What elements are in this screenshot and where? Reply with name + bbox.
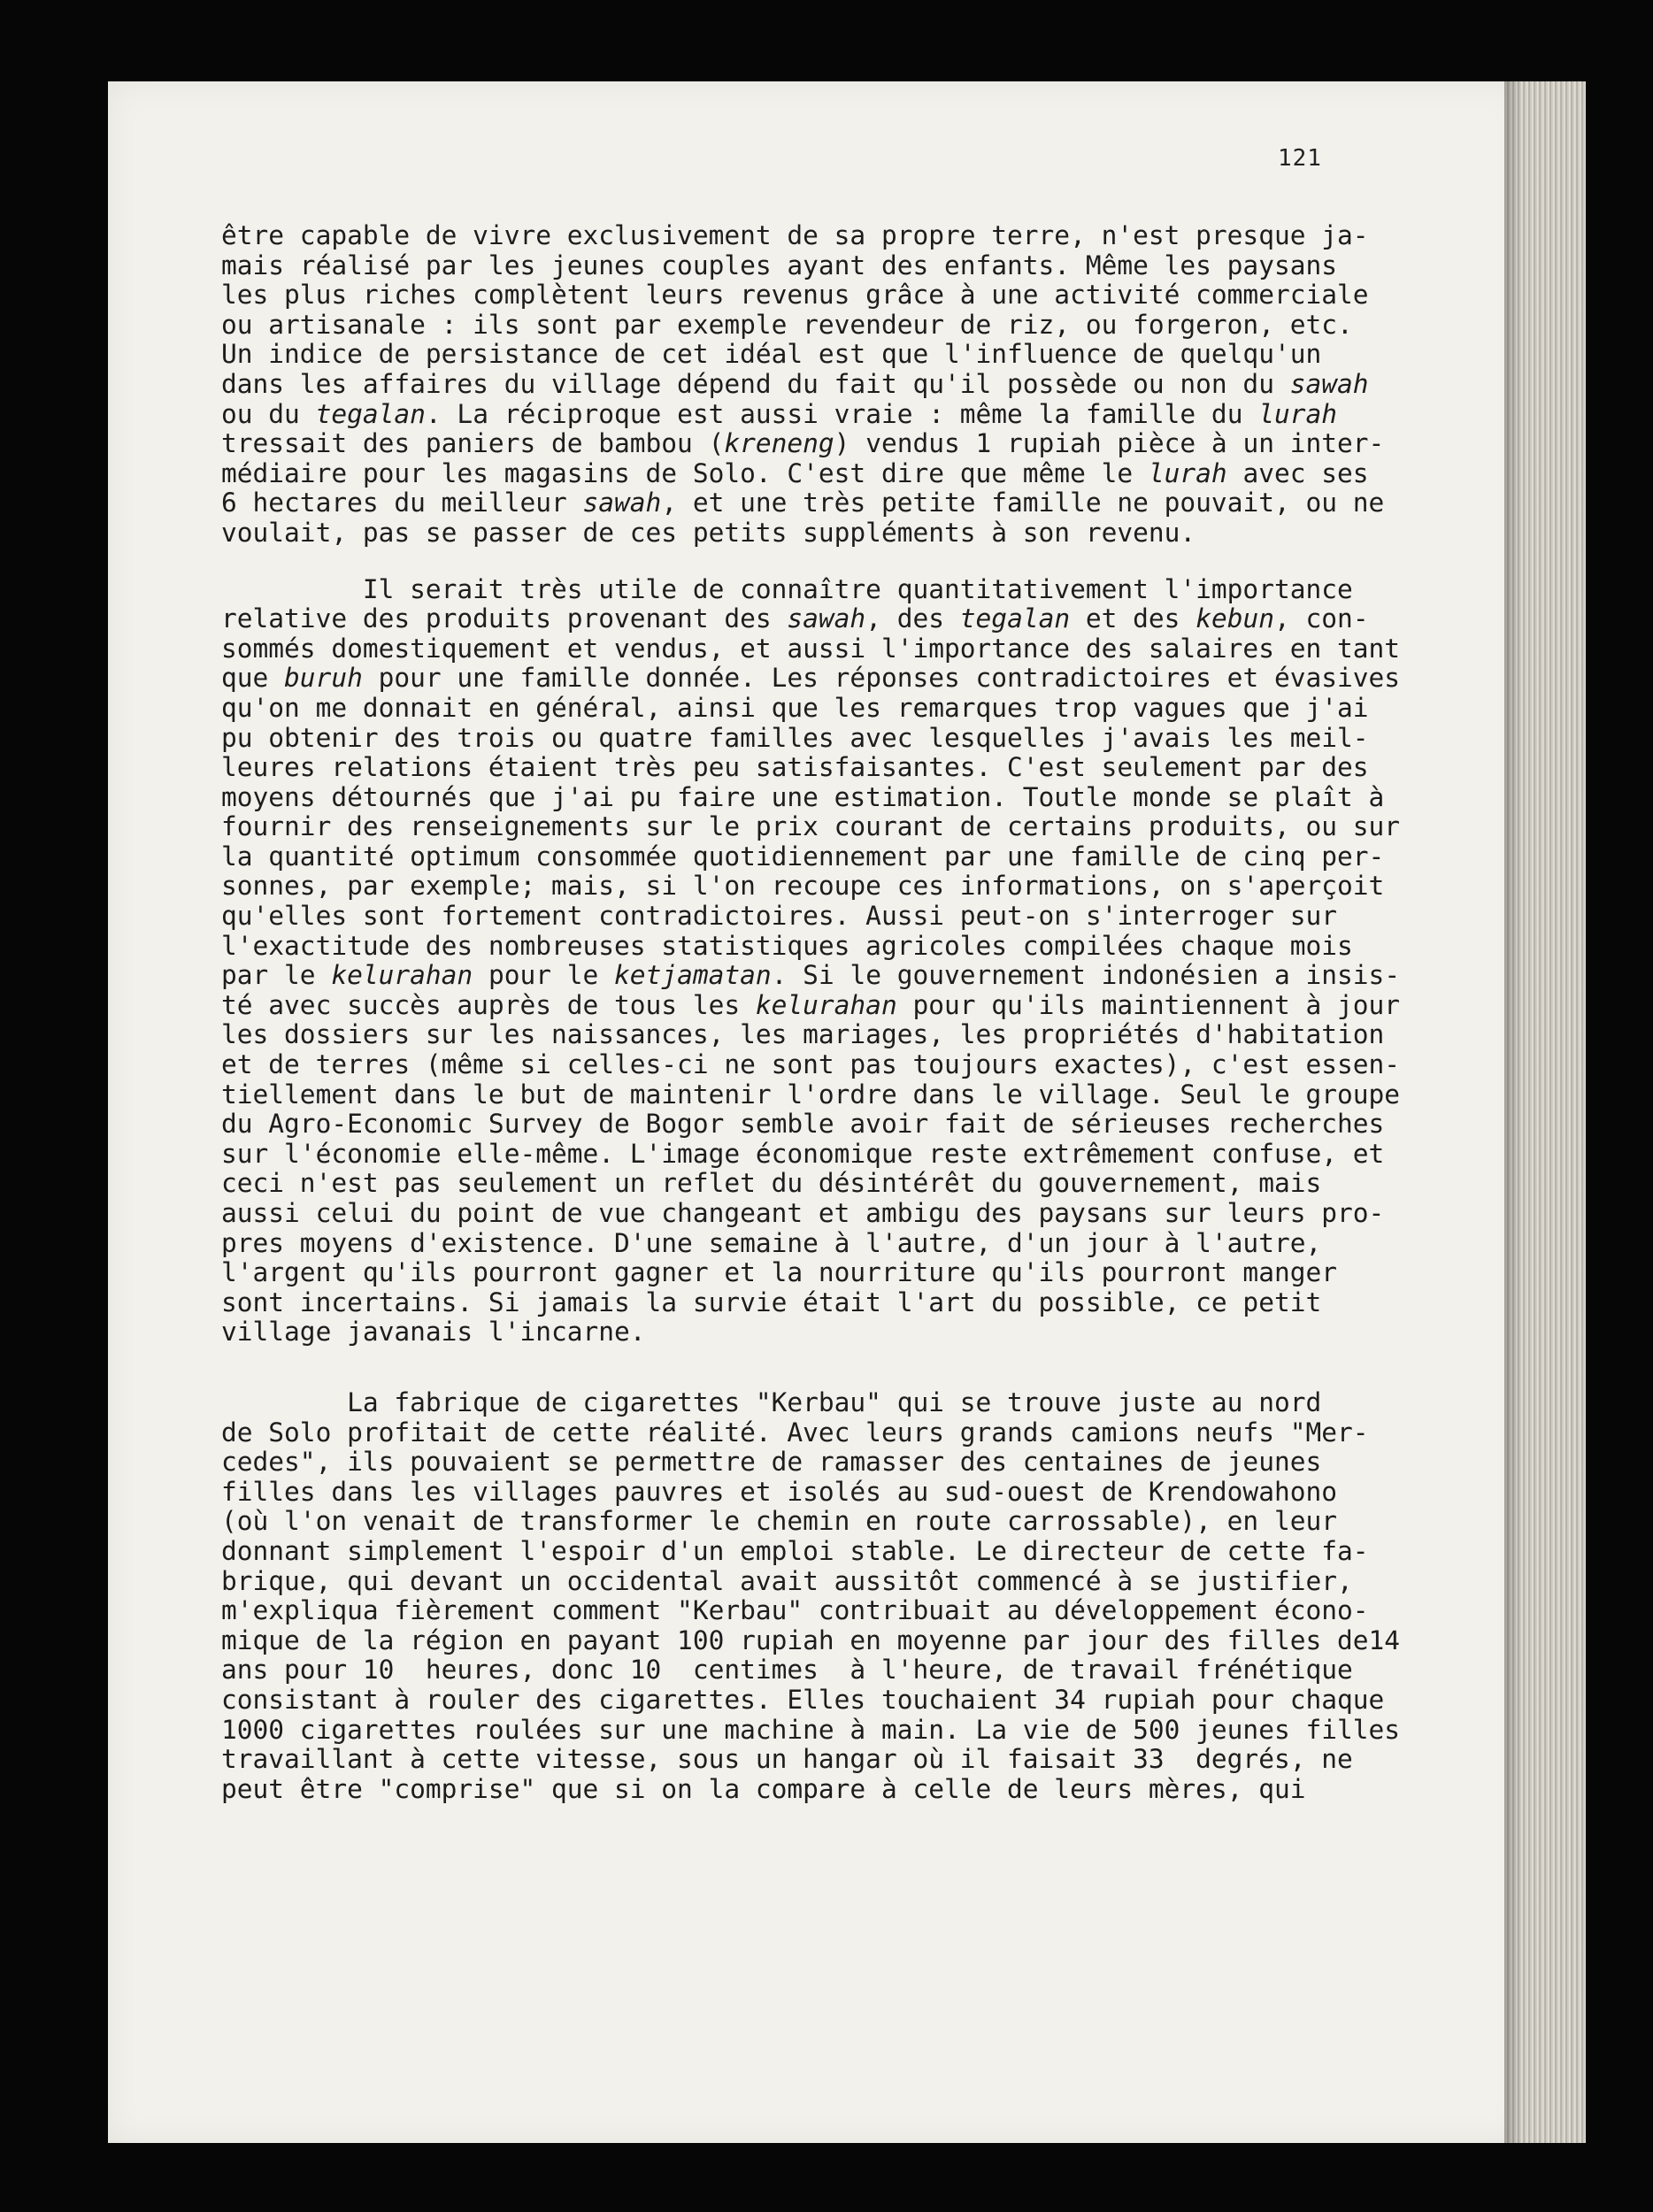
text-line: ou artisanale : ils sont par exemple revendeur de riz, ou forgeron, etc.	[221, 309, 1353, 340]
text-line: ceci n'est pas seulement un reflet du désintérêt du gouvernement, mais	[221, 1168, 1322, 1199]
text-line: m'expliqua fièrement comment "Kerbau" contribuait au développement écono-	[221, 1595, 1369, 1626]
text-line: sont incertains. Si jamais la survie était l'art du possible, ce petit	[221, 1286, 1322, 1317]
italic-term: lurah	[1258, 398, 1338, 429]
text-line: brique, qui devant un occidental avait aussitôt commencé à se justifier,	[221, 1565, 1353, 1596]
italic-term: kelurahan	[755, 989, 897, 1020]
italic-term: buruh	[284, 663, 363, 694]
text-line: Un indice de persistance de cet idéal est que l'influence de quelqu'un	[221, 339, 1322, 370]
paragraph	[221, 573, 1401, 1348]
text-line: sommés domestiquement et vendus, et aussi l'importance des salaires en tant	[221, 633, 1401, 664]
text-line: moyens détournés que j'ai pu faire une estimation. Toutle monde se plaît à	[221, 781, 1385, 812]
text-line: donnant simplement l'espoir d'un emploi stable. Le directeur de cette fa-	[221, 1535, 1369, 1566]
text-line: les dossiers sur les naissances, les mariages, les propriétés d'habitation	[221, 1019, 1385, 1050]
italic-term: sawah	[582, 488, 662, 518]
text-line: cedes", ils pouvaient se permettre de ramasser des centaines de jeunes	[221, 1447, 1322, 1478]
text-line: filles dans les villages pauvres et isolés au sud-ouest de Krendowahono	[221, 1476, 1337, 1507]
italic-term: ketjamatan	[614, 960, 772, 991]
text-line: ou du tegalan. La réciproque est aussi vraie : même la famille du lurah	[221, 398, 1338, 429]
italic-term: sawah	[787, 603, 866, 634]
text-line: consistant à rouler des cigarettes. Elles touchaient 34 rupiah pour chaque	[221, 1684, 1385, 1715]
text-line: voulait, pas se passer de ces petits suppléments à son revenu.	[221, 517, 1196, 548]
text-line: sonnes, par exemple; mais, si l'on recoupe ces informations, on s'aperçoit	[221, 871, 1385, 902]
text-line: peut être "comprise" que si on la compare à celle de leurs mères, qui	[221, 1773, 1306, 1804]
text-line: fournir des renseignements sur le prix courant de certains produits, ou sur	[221, 811, 1401, 842]
text-line: mique de la région en payant 100 rupiah en moyenne par jour des filles de14	[221, 1624, 1401, 1655]
text-line: qu'on me donnait en général, ainsi que les remarques trop vagues que j'ai	[221, 692, 1369, 723]
text-line: l'argent qu'ils pourront gagner et la nourriture qu'ils pourront manger	[221, 1257, 1337, 1288]
body-text	[221, 220, 1401, 1804]
text-line: médiaire pour les magasins de Solo. C'est dire que même le lurah avec ses	[221, 457, 1369, 488]
text-line: qu'elles sont fortement contradictoires. Aussi peut-on s'interroger sur	[221, 901, 1337, 932]
text-line: té avec succès auprès de tous les kelurahan pour qu'ils maintiennent à jour	[221, 989, 1401, 1020]
text-line: par le kelurahan pour le ketjamatan. Si le gouvernement indonésien a insis-	[221, 960, 1401, 991]
text-line: pres moyens d'existence. D'une semaine à l'autre, d'un jour à l'autre,	[221, 1227, 1322, 1258]
text-line: les plus riches complètent leurs revenus grâce à une activité commerciale	[221, 280, 1369, 311]
text-line: sur l'économie elle-même. L'image économique reste extrêmement confuse, et	[221, 1138, 1385, 1169]
text-line: être capable de vivre exclusivement de sa propre terre, n'est presque ja-	[221, 220, 1369, 250]
italic-term: tegalan	[959, 603, 1071, 634]
text-line: 1000 cigarettes roulées sur une machine à main. La vie de 500 jeunes filles	[221, 1714, 1401, 1745]
text-line: Il serait très utile de connaître quantitativement l'importance	[221, 573, 1353, 604]
italic-term: tegalan	[315, 398, 426, 429]
text-line: (où l'on venait de transformer le chemin en route carrossable), en leur	[221, 1506, 1337, 1537]
paragraph	[221, 220, 1385, 549]
italic-term: kebun	[1196, 603, 1275, 634]
text-line: et de terres (même si celles-ci ne sont pas toujours exactes), c'est essen-	[221, 1049, 1401, 1080]
text-line: dans les affaires du village dépend du fait qu'il possède ou non du sawah	[221, 368, 1369, 399]
italic-term: lurah	[1148, 457, 1227, 488]
text-line: l'exactitude des nombreuses statistiques agricoles compilées chaque mois	[221, 930, 1353, 961]
text-line: de Solo profitait de cette réalité. Avec leurs grands camions neufs "Mer-	[221, 1417, 1369, 1448]
text-line: village javanais l'incarne.	[221, 1317, 646, 1348]
text-line: La fabrique de cigarettes "Kerbau" qui se trouve juste au nord	[221, 1386, 1322, 1417]
text-line: pu obtenir des trois ou quatre familles avec lesquelles j'avais les meil-	[221, 722, 1369, 753]
text-line: mais réalisé par les jeunes couples ayant des enfants. Même les paysans	[221, 250, 1337, 280]
text-line: relative des produits provenant des sawah, des tegalan et des kebun, con-	[221, 603, 1369, 634]
text-line: que buruh pour une famille donnée. Les réponses contradictoires et évasives	[221, 663, 1401, 694]
paragraph	[221, 1386, 1401, 1804]
text-line: du Agro-Economic Survey de Bogor semble avoir fait de sérieuses recherches	[221, 1109, 1385, 1140]
italic-term: sawah	[1289, 368, 1369, 399]
text-line: la quantité optimum consommée quotidiennement par une famille de cinq per-	[221, 841, 1385, 872]
text-line: ans pour 10 heures, donc 10 centimes à l'heure, de travail frénétique	[221, 1655, 1353, 1686]
text-line: travaillant à cette vitesse, sous un hangar où il faisait 33 degrés, ne	[221, 1744, 1353, 1775]
page-number: 121	[1278, 145, 1322, 172]
italic-term: kelurahan	[331, 960, 473, 991]
italic-term: kreneng	[724, 428, 834, 459]
text-line: 6 hectares du meilleur sawah, et une très petite famille ne pouvait, ou ne	[221, 488, 1385, 518]
text-line: aussi celui du point de vue changeant et ambigu des paysans sur leurs pro-	[221, 1198, 1385, 1228]
text-line: leures relations étaient très peu satisfaisantes. C'est seulement par des	[221, 752, 1369, 783]
text-line: tiellement dans le but de maintenir l'ordre dans le village. Seul le groupe	[221, 1079, 1401, 1110]
text-line: tressait des paniers de bambou (kreneng) vendus 1 rupiah pièce à un inter-	[221, 428, 1385, 459]
page-edges	[1504, 81, 1586, 2143]
